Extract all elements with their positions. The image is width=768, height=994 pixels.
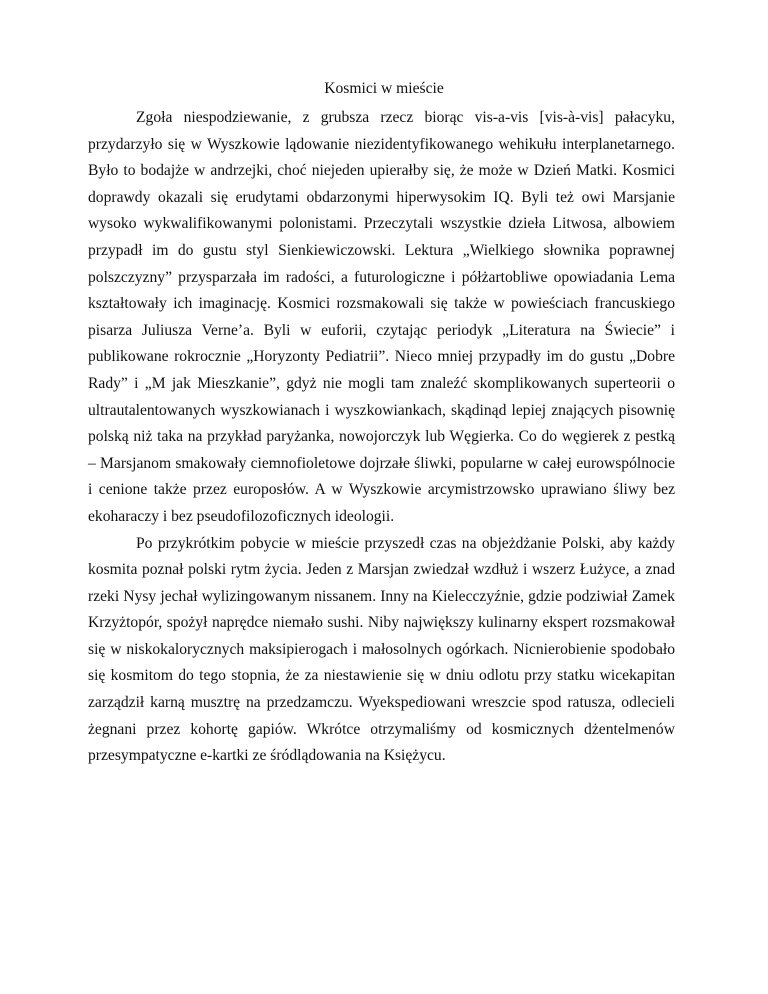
paragraph-1: Zgoła niespodziewanie, z grubsza rzecz biorąc vis-a-vis [vis-à-vis] pałacyku, przydarzyło się w Wyszkowie lądowanie niezidentyfikowanego wehikułu interplanetarnego. Było to bodajże w andrzejki, choć niejeden upierałby się, że może w Dzień Matki. Kosmici doprawdy okazali się erudytami obdarzonymi hiperwysokim IQ. Byli też owi Marsjanie wysoko wykwalifikowanymi polonistami. Przeczytali wszystkie dzieła Litwosa, albowiem przypadł im do gustu styl Sienkiewiczowski. Lektura „Wielkiego słownika poprawnej polszczyzny” przysparzała im radości, a futurologiczne i półżartobliwe opowiadania Lema kształtowały ich imaginację. Kosmici rozsmakowali się także w powieściach francuskiego pisarza Juliusza Verne’a. Byli w euforii, czytając periodyk „Literatura na Świecie” i publikowane rokrocznie „Horyzonty Pediatrii”. Nieco mniej przypadły im do gustu „Dobre Rady” i „M jak Mieszkanie”, gdyż nie mogli tam znaleźć skomplikowanych superteorii o ultrautalentowanych wyszkowianach i wyszkowiankach, skądinąd lepiej znających pisownię polską niż taka na przykład paryżanka, nowojorczyk lub Węgierka. Co do węgierek z pestką – Marsjanom smakowały ciemnofioletowe dojrzałe śliwki, popularne w całej eurowspólnocie i cenione także przez europosłów. A w Wyszkowie arcymistrzowsko uprawiano śliwy bez ekoharaczy i bez pseudofilozoficznych ideologii. — [88, 109, 675, 525]
paragraph-2: Po przykrótkim pobycie w mieście przyszedł czas na objeżdżanie Polski, aby każdy kosmita poznał polski rytm życia. Jeden z Marsjan zwiedzał wzdłuż i wszerz Łużyce, a znad rzeki Nysy jechał wylizingowanym nissanem. Inny na Kielecczyźnie, gdzie podziwiał Zamek Krzyżtopór, spożył naprędce niemało sushi. Niby największy kulinarny ekspert rozsmakował się w niskokalorycznych maksipierogach i małosolnych ogórkach. Nicnierobienie spodobało się kosmitom do tego stopnia, że za niestawienie się w dniu odlotu przy statku wicekapitan zarządził karną musztrę na przedzamczu. Wyekspediowani wreszcie spod ratusza, odlecieli żegnani przez kohortę gapiów. Wkrótce otrzymaliśmy od kosmicznych dżentelmenów przesympatyczne e-kartki ze śródlądowania na Księżycu. — [88, 534, 675, 765]
document-title: Kosmici w mieście — [324, 80, 444, 97]
document-body — [88, 105, 675, 770]
